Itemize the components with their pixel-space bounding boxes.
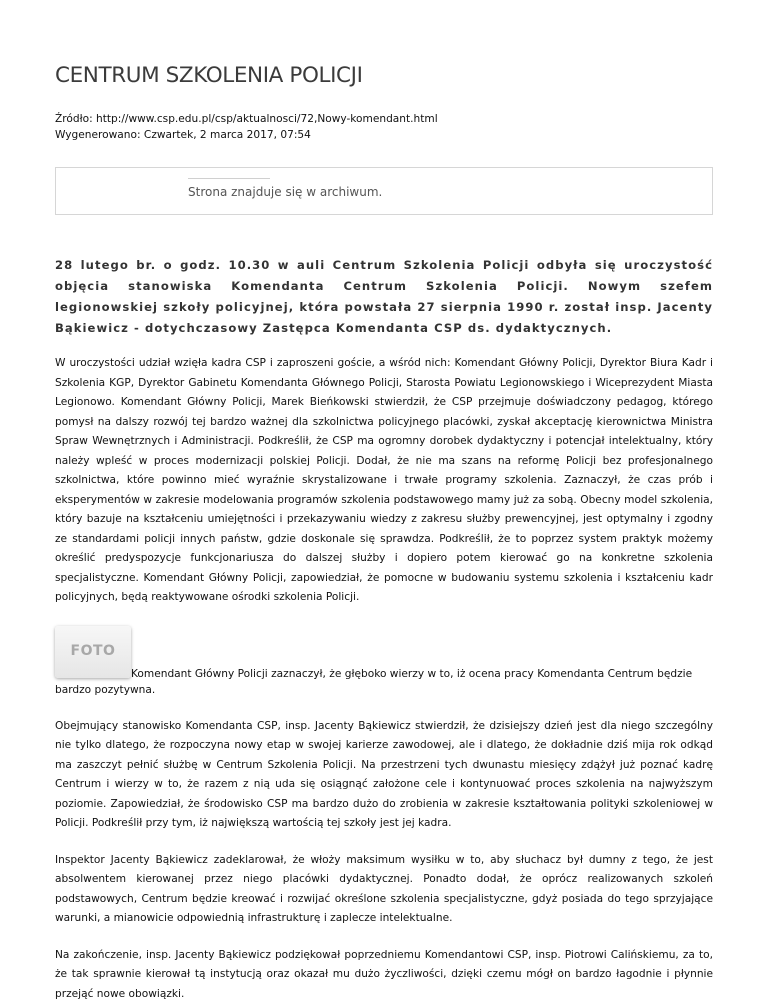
article-paragraph-4: Inspektor Jacenty Bąkiewicz zadeklarował, że włoży maksimum wysiłku w to, aby słuchacz był dumny z tego, że jest absolwentem kierowanej przez niego placówki dydaktycznej. Ponadto dodał, że oprócz realizowanych szkoleń podstawowych, Centrum będzie kreować i rozwijać określone szkolenia specjalistyczne, gdyż posiada do tego sprzyjające warunki, a mianowicie odpowiednią infrastrukturę i zaplecze intelektualne. xyxy=(55,851,713,929)
archive-notice-box xyxy=(55,167,713,215)
document-meta xyxy=(55,111,713,143)
photo-block xyxy=(55,626,713,698)
article-paragraph-5: Na zakończenie, insp. Jacenty Bąkiewicz podziękował poprzedniemu Komendantowi CSP, insp. Piotrowi Calińskiemu, za to, że tak sprawnie kierował tą instytucją oraz okazał mu dużo życzliwości, dzięki czemu mógł on bardzo łagodnie i płynnie przejąć nowe obowiązki. xyxy=(55,946,713,1004)
photo-caption-continued: bardzo pozytywna. xyxy=(55,682,713,698)
archive-notice: Strona znajduje się w archiwum. xyxy=(188,185,382,199)
photo-label: FOTO xyxy=(55,643,131,659)
article-paragraph-1: W uroczystości udział wzięła kadra CSP i zaproszeni goście, a wśród nich: Komendant Główny Policji, Dyrektor Biura Kadr i Szkolenia KGP, Dyrektor Gabinetu Komendanta Głównego Policji, Starosta Powiatu Legionowskiego i Wiceprezydent Miasta Legionowo. Komendant Główny Policji, Marek Bieńkowski stwierdził, że CSP przejmuje doświadczony pedagog, którego pomysł na dalszy rozwój tej bardzo ważnej dla szkolnictwa policyjnego placówki, zyskał akceptację kierownictwa Ministra Spraw Wewnętrznych i Administracji. Podkreślił, że CSP ma ogromny dorobek dydaktyczny i potencjał intelektualny, który należy wpleść w proces modernizacji polskiej Policji. Dodał, że nie ma szans na reformę Policji bez profesjonalnego szkolnictwa, które powinno mieć wyraźnie skrystalizowane i trwałe programy szkolenia. Zaznaczył, że czas prób i eksperymentów w zakresie modelowania programów szkolenia podstawowego mamy już za sobą. Obecny model szkolenia, który bazuje na kształceniu umiejętności i przekazywaniu wiedzy z zakresu służby prewencyjnej, jest optymalny i zgodny ze standardami policji innych państw, gdzie doskonale się sprawdza. Podkreślił, że to poprzez system praktyk możemy określić predyspozycje funkcjonariusza do dalszej służby i dopiero potem kierować go na konkretne szkolenia specjalistyczne. Komendant Główny Policji, zapowiedział, że pomocne w budowaniu systemu szkolenia i kształceniu kadr policyjnych, będą reaktywowane ośrodki szkolenia Policji. xyxy=(55,354,713,608)
photo-caption: Komendant Główny Policji zaznaczył, że głęboko wierzy w to, iż ocena pracy Komendanta Centrum będzie xyxy=(55,626,713,682)
page-title: CENTRUM SZKOLENIA POLICJI xyxy=(55,62,713,90)
source-line: Źródło: http://www.csp.edu.pl/csp/aktualnosci/72,Nowy-komendant.html xyxy=(55,111,713,127)
archive-divider xyxy=(188,178,270,179)
article-lead: 28 lutego br. o godz. 10.30 w auli Centrum Szkolenia Policji odbyła się uroczystość objęcia stanowiska Komendanta Centrum Szkolenia Policji. Nowym szefem legionowskiej szkoły policyjnej, która powstała 27 sierpnia 1990 r. został insp. Jacenty Bąkiewicz - dotychczasowy Zastępca Komendanta CSP ds. dydaktycznych. xyxy=(55,255,713,339)
generated-line: Wygenerowano: Czwartek, 2 marca 2017, 07:54 xyxy=(55,127,713,143)
article-paragraph-3: Obejmujący stanowisko Komendanta CSP, insp. Jacenty Bąkiewicz stwierdził, że dzisiejszy dzień jest dla niego szczególny nie tylko dlatego, że rozpoczyna nowy etap w swojej karierze zawodowej, ale i dlatego, że dokładnie dziś mija rok odkąd ma zaszczyt pełnić służbę w Centrum Szkolenia Policji. Na przestrzeni tych dwunastu miesięcy zdążył już poznać kadrę Centrum i wierzy w to, że razem z nią uda się osiągnąć założone cele i kontynuować proces szkolenia na najwyższym poziomie. Zapowiedział, że środowisko CSP ma bardzo dużo do zrobienia w zakresie kształtowania polityki szkoleniowej w Policji. Podkreślił przy tym, iż największą wartością tej szkoły jest jej kadra. xyxy=(55,717,713,834)
photo-placeholder[interactable] xyxy=(55,626,131,678)
